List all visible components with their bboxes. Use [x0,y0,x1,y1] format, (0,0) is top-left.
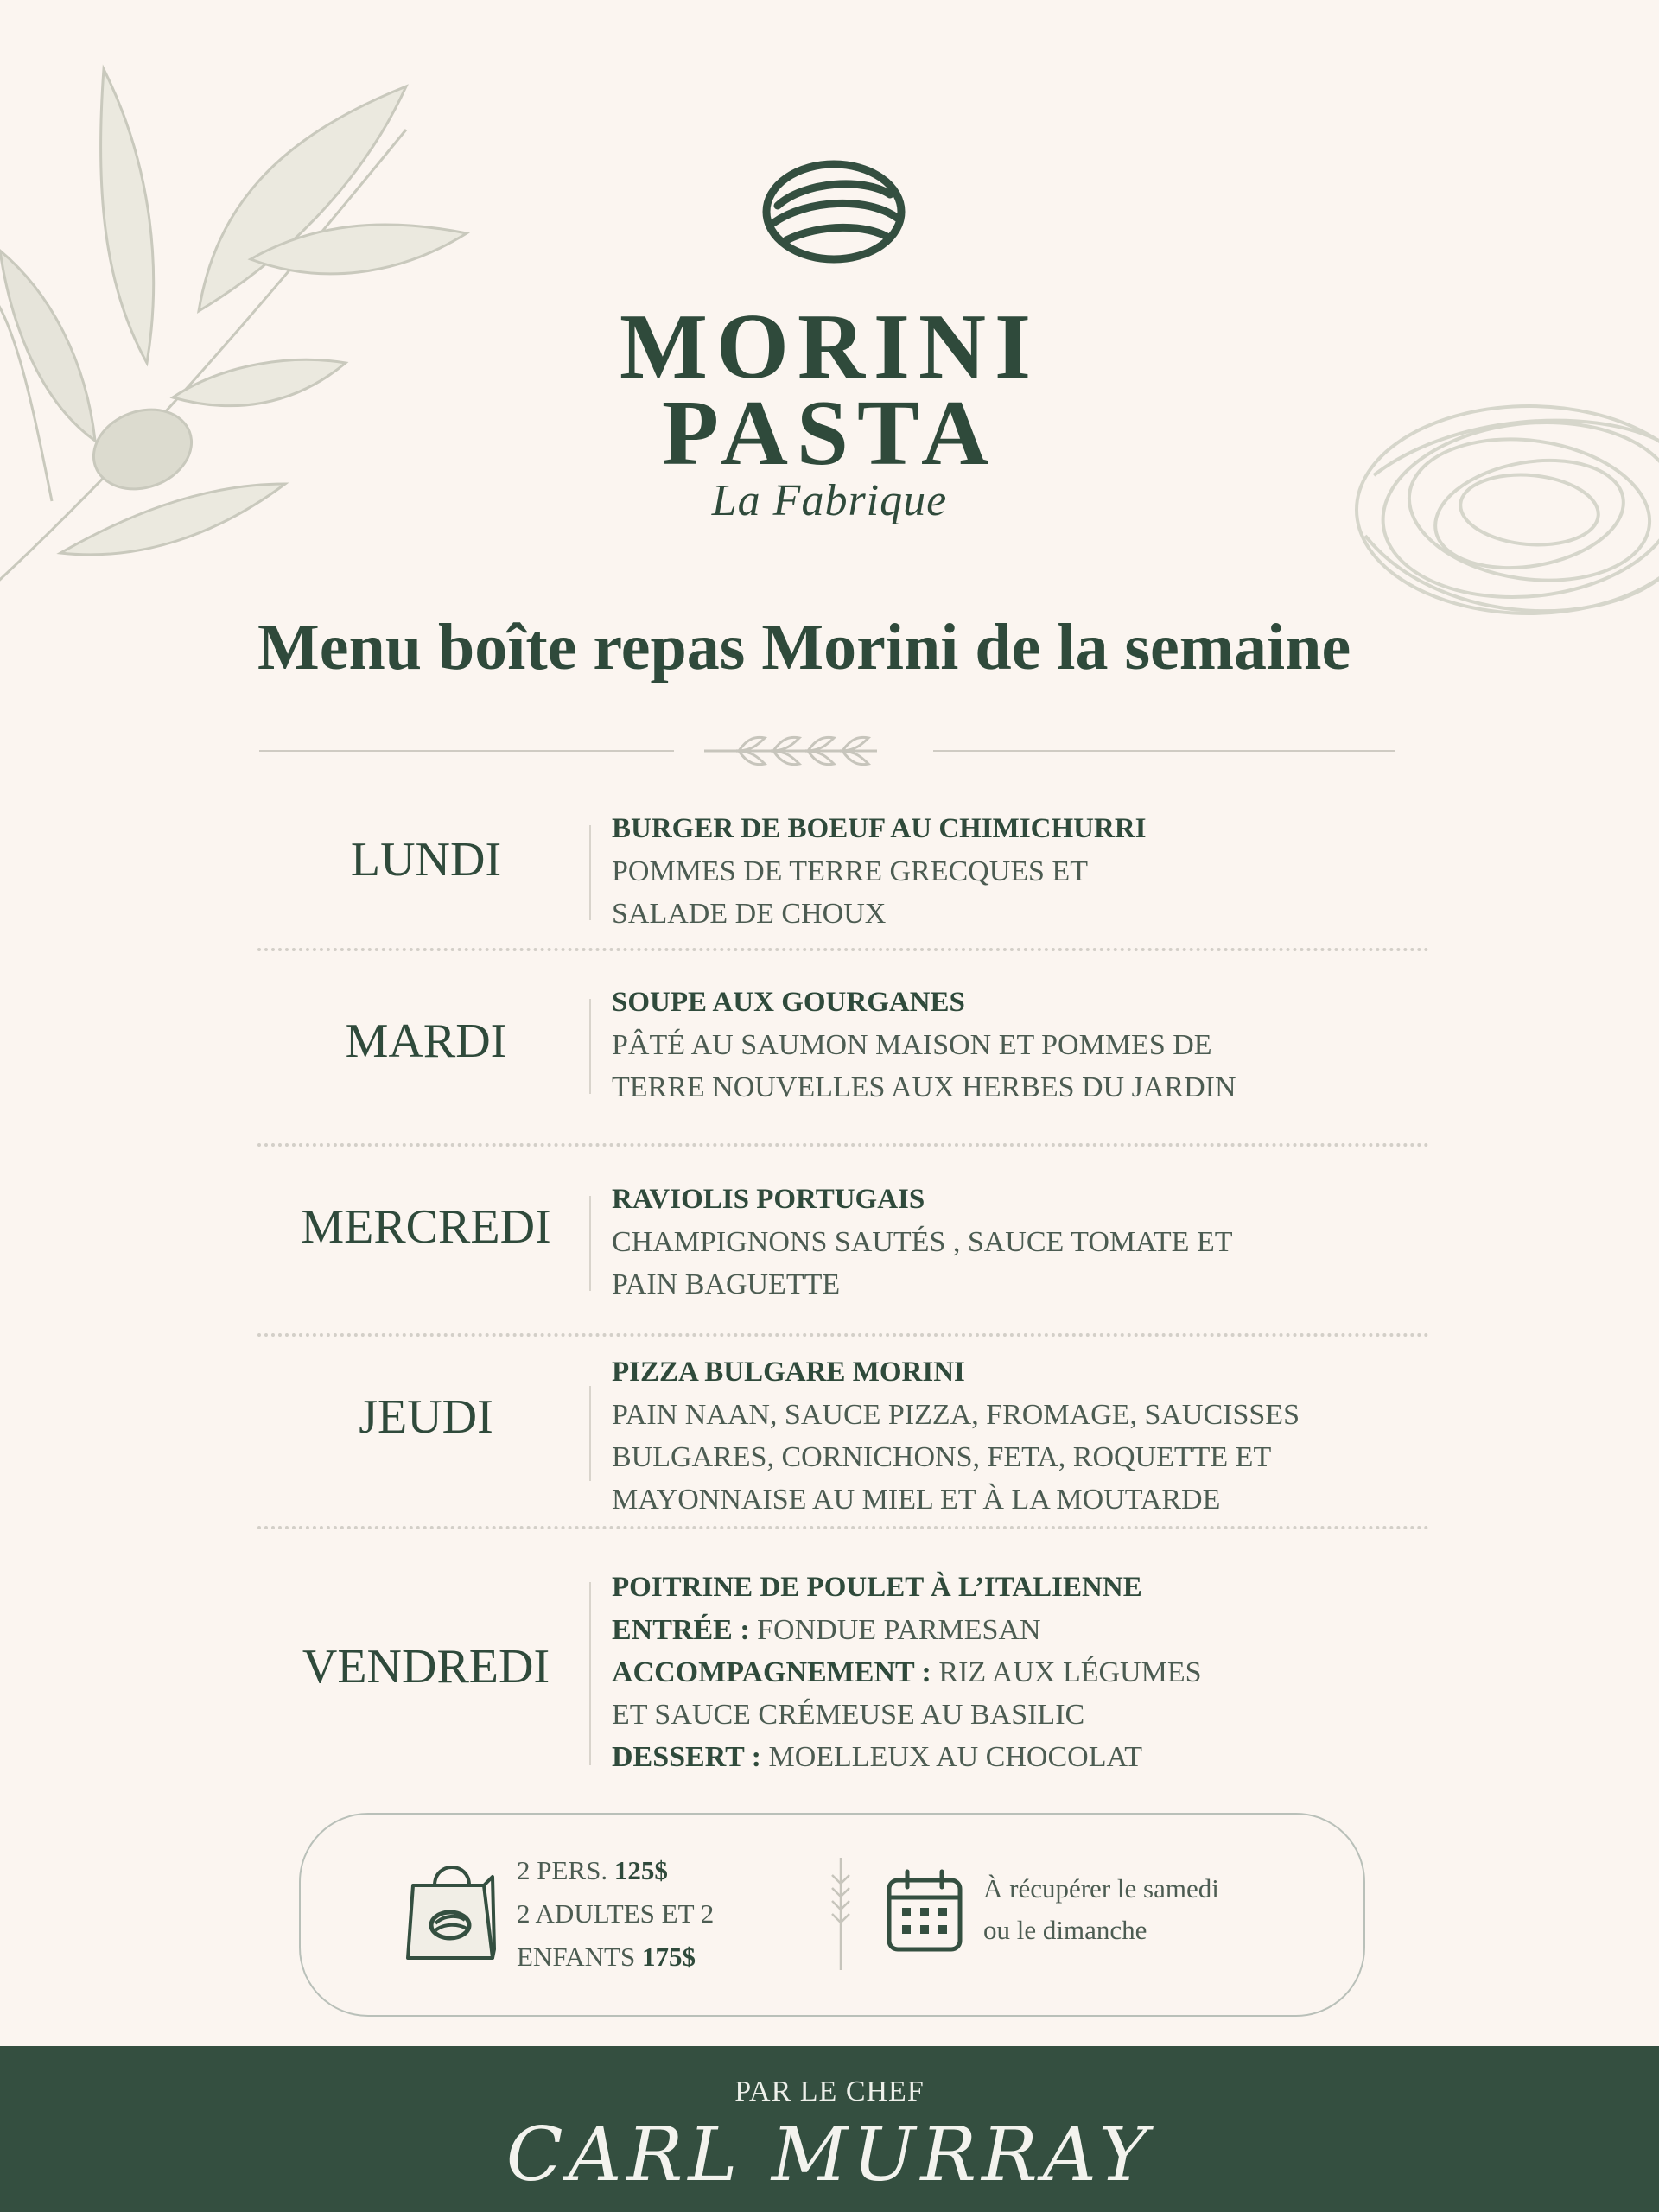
dish-line: POMMES DE TERRE GRECQUES ET [612,855,1088,887]
title-rule-left [259,750,674,752]
menu-day-tuesday [257,982,1429,1103]
pickup-line-2: ou le dimanche [983,1915,1147,1945]
price-family-value: 175$ [641,1942,696,1972]
title-rule-right [933,750,1395,752]
dish-line: ET SAUCE CRÉMEUSE AU BASILIC [612,1699,1085,1731]
dish-main: BURGER DE BOEUF AU CHIMICHURRI [612,813,1147,844]
price-two-people: 2 PERS. 125$ [517,1855,668,1885]
pickup-line-1: À récupérer le samedi [983,1873,1219,1904]
dish-description [612,808,1407,935]
footer [0,2046,1659,2212]
dish-line: PAIN BAGUETTE [612,1268,841,1300]
day-name: JEUDI [359,1390,493,1444]
price-two-value: 125$ [613,1855,668,1885]
dish-line: PAIN NAAN, SAUCE PIZZA, FROMAGE, SAUCISSES [612,1399,1300,1431]
dish-description [612,1179,1407,1306]
brand-subtitle: La Fabrique [711,476,948,525]
dessert-value: MOELLEUX AU CHOCOLAT [768,1741,1143,1773]
day-name: VENDREDI [302,1640,550,1694]
dish-line-side [612,1651,1407,1694]
brand-name-line-1: MORINI [620,296,1039,398]
dish-line: TERRE NOUVELLES AUX HERBES DU JARDIN [612,1071,1236,1103]
dessert-label: DESSERT : [612,1741,761,1773]
row-separator [257,948,1429,951]
dish-main: RAVIOLIS PORTUGAIS [612,1184,925,1215]
row-separator [257,1333,1429,1337]
dish-line: BULGARES, CORNICHONS, FETA, ROQUETTE ET [612,1441,1272,1473]
dish-description [612,982,1407,1109]
brand-name-line-2: PASTA [661,382,998,485]
dish-line: PÂTÉ AU SAUMON MAISON ET POMMES DE [612,1029,1212,1061]
day-divider [589,1196,591,1291]
day-name: LUNDI [350,833,502,887]
dish-main: PIZZA BULGARE MORINI [612,1357,965,1388]
dish-main: SOUPE AUX GOURGANES [612,987,965,1018]
pickup-text [983,1868,1260,1951]
menu-day-monday [257,808,1429,929]
day-name: MERCREDI [301,1200,551,1254]
day-divider [589,1386,591,1481]
dish-line-dessert [612,1736,1407,1778]
calendar-icon [885,1868,964,1955]
dish-description [612,1567,1407,1778]
day-divider [589,1582,591,1765]
dish-main: POITRINE DE POULET À L’ITALIENNE [612,1572,1142,1603]
side-label: ACCOMPAGNEMENT : [612,1656,931,1688]
pasta-nest-logo-icon [760,156,907,268]
entree-label: ENTRÉE : [612,1614,750,1646]
day-divider [589,825,591,920]
row-separator [257,1143,1429,1147]
chef-label: PAR LE CHEF [734,2075,925,2107]
pricing-info-box [299,1813,1365,2017]
wheat-ornament-icon [704,729,877,772]
price-family-line2: ENFANTS 175$ [517,1942,696,1972]
shopping-bag-icon [404,1853,499,1965]
wheat-divider-icon [828,1858,854,1970]
day-name: MARDI [345,1014,507,1068]
chef-name: CARL MURRAY [505,2112,1154,2198]
price-text [517,1849,793,1979]
menu-title: Menu boîte repas Morini de la semaine [257,611,1351,683]
dish-line: CHAMPIGNONS SAUTÉS , SAUCE TOMATE ET [612,1226,1233,1258]
menu-day-wednesday [257,1179,1429,1300]
day-divider [589,999,591,1094]
menu-day-friday [257,1567,1429,1783]
entree-value: FONDUE PARMESAN [757,1614,1041,1646]
side-value: RIZ AUX LÉGUMES [938,1656,1202,1688]
dish-line: SALADE DE CHOUX [612,898,887,930]
price-family-line1: 2 ADULTES ET 2 [517,1898,715,1929]
dish-line-entree [612,1609,1407,1651]
row-separator [257,1526,1429,1529]
dish-line: MAYONNAISE AU MIEL ET À LA MOUTARDE [612,1484,1221,1516]
dish-description [612,1351,1407,1521]
menu-day-thursday [257,1351,1429,1516]
